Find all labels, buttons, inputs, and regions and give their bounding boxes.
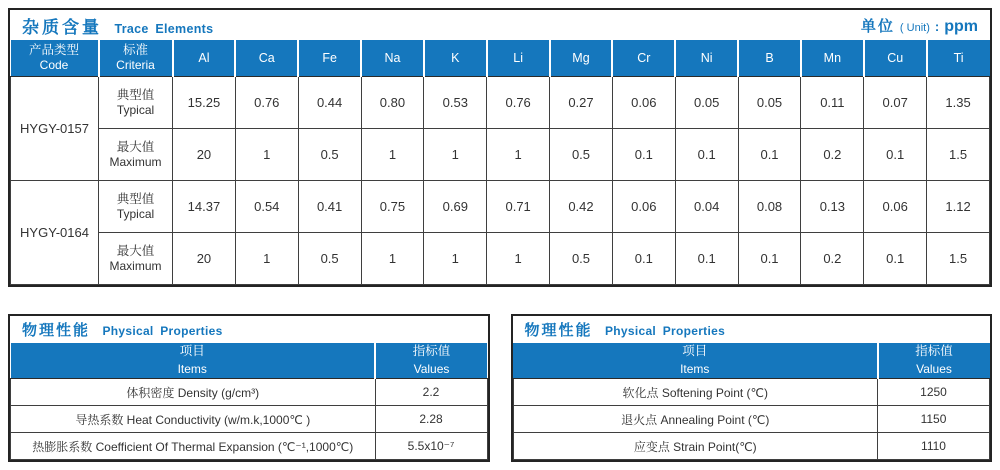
trace-value-cell: 0.1: [738, 233, 801, 285]
phys-header-row: [11, 343, 488, 379]
criteria-en: Maximum: [109, 258, 162, 273]
trace-value-cell: 15.25: [173, 77, 236, 129]
trace-value-cell: 1: [424, 233, 487, 285]
unit-value: ppm: [944, 17, 978, 35]
col-header-items: [513, 343, 878, 379]
trace-title-bar: [10, 10, 990, 40]
property-value-cell: 1110: [878, 433, 990, 460]
table-row: [11, 181, 990, 233]
table-row: [11, 233, 990, 285]
trace-value-cell: 0.05: [675, 77, 738, 129]
trace-elements-table: [10, 40, 990, 285]
unit-label: [861, 15, 978, 36]
table-row: [11, 129, 990, 181]
col-header-element: B: [738, 40, 801, 77]
col-header-code: [11, 40, 99, 77]
trace-title: [22, 13, 213, 38]
trace-value-cell: 1: [424, 129, 487, 181]
col-header-criteria-en: Criteria: [116, 58, 155, 73]
trace-value-cell: 1.12: [927, 181, 990, 233]
trace-value-cell: 0.5: [298, 129, 361, 181]
trace-value-cell: 0.07: [864, 77, 927, 129]
trace-value-cell: 0.76: [235, 77, 298, 129]
col-header-element: Ni: [675, 40, 738, 77]
table-row: [11, 77, 990, 129]
product-code-cell: HYGY-0157: [11, 77, 99, 181]
trace-value-cell: 0.27: [550, 77, 613, 129]
col-header-code-en: Code: [39, 58, 69, 73]
trace-value-cell: 0.42: [550, 181, 613, 233]
phys-left-title-en: Physical Properties: [102, 324, 223, 338]
trace-value-cell: 0.80: [361, 77, 424, 129]
table-row: [11, 406, 488, 433]
property-item-cell: 应变点 Strain Point(℃): [513, 433, 878, 460]
criteria-en: Typical: [116, 206, 155, 221]
trace-value-cell: 0.1: [612, 233, 675, 285]
unit-en: ( Unit): [899, 21, 930, 34]
trace-value-cell: 14.37: [173, 181, 236, 233]
physical-properties-left-panel: [8, 314, 490, 462]
trace-value-cell: 1: [235, 129, 298, 181]
trace-value-cell: 0.1: [864, 233, 927, 285]
criteria-zh: 典型值: [116, 191, 155, 206]
property-value-cell: 1250: [878, 379, 990, 406]
criteria-en: Typical: [116, 102, 155, 117]
property-item-cell: 导热系数 Heat Conductivity (w/m.k,1000℃ ): [11, 406, 376, 433]
trace-value-cell: 1: [361, 129, 424, 181]
property-item-cell: 软化点 Softening Point (℃): [513, 379, 878, 406]
trace-value-cell: 0.76: [487, 77, 550, 129]
product-code-cell: HYGY-0164: [11, 181, 99, 285]
phys-right-title-en: Physical Properties: [604, 324, 726, 338]
trace-value-cell: 0.1: [738, 129, 801, 181]
trace-elements-panel: [8, 8, 992, 287]
unit-zh: 单位: [860, 17, 895, 35]
property-value-cell: 1150: [878, 406, 990, 433]
col-header-element: Ca: [235, 40, 298, 77]
trace-value-cell: 0.1: [675, 233, 738, 285]
trace-value-cell: 0.1: [675, 129, 738, 181]
col-header-element: Mn: [801, 40, 864, 77]
col-header-values: [878, 343, 990, 379]
table-row: [513, 433, 990, 460]
physical-properties-left-table: [10, 343, 488, 460]
col-header-items-zh: 项目: [179, 344, 205, 359]
phys-left-title: [22, 319, 223, 340]
trace-value-cell: 0.1: [864, 129, 927, 181]
physical-properties-right-table: [513, 343, 991, 460]
trace-value-cell: 0.05: [738, 77, 801, 129]
trace-value-cell: 0.04: [675, 181, 738, 233]
property-value-cell: 5.5x10⁻⁷: [375, 433, 487, 460]
criteria-en: Maximum: [109, 154, 162, 169]
trace-value-cell: 0.1: [612, 129, 675, 181]
trace-value-cell: 20: [173, 233, 236, 285]
property-item-cell: 体积密度 Density (g/cm³): [11, 379, 376, 406]
col-header-values-zh: 指标值: [412, 344, 451, 359]
trace-title-en: Trace Elements: [114, 21, 214, 36]
table-row: [11, 379, 488, 406]
criteria-zh: 最大值: [116, 139, 155, 154]
trace-value-cell: 0.06: [864, 181, 927, 233]
col-header-element: Li: [487, 40, 550, 77]
trace-value-cell: 0.08: [738, 181, 801, 233]
criteria-zh: 典型值: [116, 87, 155, 102]
trace-value-cell: 1.5: [927, 129, 990, 181]
trace-value-cell: 0.44: [298, 77, 361, 129]
phys-right-title-zh: 物理性能: [524, 322, 593, 339]
col-header-values-zh: 指标值: [915, 344, 953, 359]
criteria-zh: 最大值: [116, 243, 155, 258]
col-header-values-en: Values: [413, 361, 450, 376]
trace-value-cell: 0.06: [612, 77, 675, 129]
unit-colon: :: [934, 18, 940, 34]
trace-value-cell: 0.75: [361, 181, 424, 233]
trace-value-cell: 0.54: [235, 181, 298, 233]
col-header-criteria-zh: 标准: [122, 43, 148, 58]
trace-value-cell: 1: [235, 233, 298, 285]
col-header-element: K: [424, 40, 487, 77]
trace-value-cell: 20: [173, 129, 236, 181]
col-header-element: Al: [173, 40, 236, 77]
col-header-values: [375, 343, 487, 379]
trace-value-cell: 0.11: [801, 77, 864, 129]
trace-value-cell: 0.71: [487, 181, 550, 233]
trace-value-cell: 1.5: [927, 233, 990, 285]
col-header-element: Ti: [927, 40, 990, 77]
trace-value-cell: 0.53: [424, 77, 487, 129]
property-item-cell: 热膨胀系数 Coefficient Of Thermal Expansion (℃⁻¹,1000℃): [11, 433, 376, 460]
trace-value-cell: 0.2: [801, 233, 864, 285]
col-header-code-zh: 产品类型: [28, 43, 79, 58]
phys-right-title-bar: [513, 316, 991, 343]
trace-value-cell: 0.5: [550, 129, 613, 181]
col-header-element: Cr: [612, 40, 675, 77]
trace-value-cell: 0.41: [298, 181, 361, 233]
table-row: [513, 379, 990, 406]
property-item-cell: 退火点 Annealing Point (℃): [513, 406, 878, 433]
trace-value-cell: 1: [487, 233, 550, 285]
trace-value-cell: 0.69: [424, 181, 487, 233]
phys-right-title: [525, 319, 726, 340]
criteria-cell: [99, 233, 173, 285]
criteria-cell: [99, 181, 173, 233]
physical-properties-section: [8, 314, 992, 462]
col-header-criteria: [99, 40, 173, 77]
col-header-items-zh: 项目: [682, 344, 708, 359]
trace-value-cell: 0.2: [801, 129, 864, 181]
phys-left-title-zh: 物理性能: [22, 322, 91, 339]
col-header-element: Mg: [550, 40, 613, 77]
trace-value-cell: 0.13: [801, 181, 864, 233]
property-value-cell: 2.2: [375, 379, 487, 406]
col-header-element: Fe: [298, 40, 361, 77]
table-row: [513, 406, 990, 433]
property-value-cell: 2.28: [375, 406, 487, 433]
col-header-element: Cu: [864, 40, 927, 77]
trace-value-cell: 0.5: [550, 233, 613, 285]
phys-left-title-bar: [10, 316, 488, 343]
physical-properties-right-panel: [511, 314, 993, 462]
phys-header-row: [513, 343, 990, 379]
criteria-cell: [99, 77, 173, 129]
trace-header-row: [11, 40, 990, 77]
trace-title-zh: 杂质含量: [22, 17, 102, 37]
col-header-items-en: Items: [177, 361, 207, 376]
col-header-element: Na: [361, 40, 424, 77]
trace-value-cell: 1.35: [927, 77, 990, 129]
col-header-items-en: Items: [680, 361, 710, 376]
col-header-values-en: Values: [916, 361, 952, 376]
col-header-items: [11, 343, 376, 379]
trace-value-cell: 0.06: [612, 181, 675, 233]
table-row: [11, 433, 488, 460]
trace-value-cell: 1: [361, 233, 424, 285]
criteria-cell: [99, 129, 173, 181]
trace-value-cell: 1: [487, 129, 550, 181]
trace-value-cell: 0.5: [298, 233, 361, 285]
